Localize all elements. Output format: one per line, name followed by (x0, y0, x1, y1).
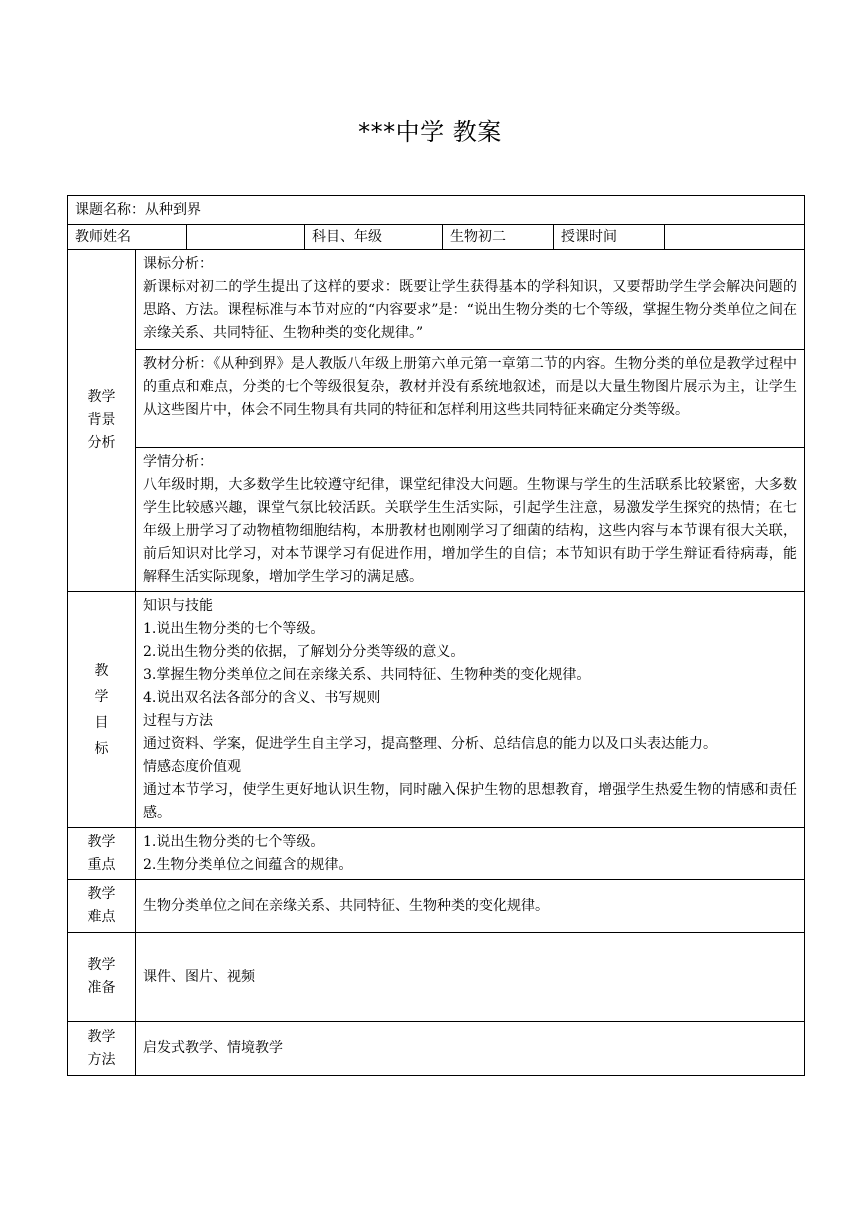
teacher-row (68, 225, 805, 250)
key-points-row (68, 828, 805, 880)
teacher-label: 教师姓名 (68, 225, 187, 250)
key-point-item: 2.生物分类单位之间蕴含的规律。 (143, 857, 353, 873)
difficulties-content: 生物分类单位之间在亲缘关系、共同特征、生物种类的变化规律。 (136, 880, 805, 933)
goals-heading-process: 过程与方法 (143, 713, 213, 729)
goal-item: 3.掌握生物分类单位之间在亲缘关系、共同特征、生物种类的变化规律。 (143, 667, 591, 683)
textbook-analysis (136, 350, 805, 448)
goal-item: 通过资料、学案，促进学生自主学习，提高整理、分析、总结信息的能力以及口头表达能力。 (143, 736, 717, 752)
background-row-students (68, 448, 805, 592)
goals-content (136, 592, 805, 828)
preparation-row (68, 933, 805, 1022)
page-title: ***中学 教案 (358, 118, 502, 146)
difficulties-row (68, 880, 805, 933)
time-label: 授课时间 (554, 225, 665, 250)
key-point-item: 1.说出生物分类的七个等级。 (143, 834, 325, 850)
background-label: 教学 背景 分析 (68, 250, 136, 592)
curriculum-text: 新课标对初二的学生提出了这样的要求：既要让学生获得基本的学科知识，又要帮助学生学会解决问题的思路、方法。课程标准与本节对应的“内容要求”是：“说出生物分类的七个等级，掌握生物分类单位之间在亲缘关系、共同特征、生物种类的变化规律。” (143, 279, 798, 341)
students-label: 学情分析： (143, 454, 213, 470)
methods-content: 启发式教学、情境教学 (136, 1022, 805, 1076)
goal-item: 1.说出生物分类的七个等级。 (143, 621, 325, 637)
curriculum-label: 课标分析： (143, 256, 213, 272)
key-points-content (136, 828, 805, 880)
background-row-curriculum (68, 250, 805, 350)
preparation-label: 教学 准备 (68, 933, 136, 1022)
goal-item: 2.说出生物分类的依据，了解划分分类等级的意义。 (143, 644, 465, 660)
goal-item: 4.说出双名法各部分的含义、书写规则 (143, 690, 381, 706)
methods-label: 教学 方法 (68, 1022, 136, 1076)
topic-row (68, 196, 805, 225)
goal-item: 通过本节学习，使学生更好地认识生物，同时融入保护生物的思想教育，增强学生热爱生物的情感和责任感。 (143, 782, 798, 821)
key-points-label: 教学 重点 (68, 828, 136, 880)
goals-row (68, 592, 805, 828)
difficulties-label: 教学 难点 (68, 880, 136, 933)
student-analysis (136, 448, 805, 592)
teacher-value[interactable] (187, 225, 305, 250)
lesson-plan-table (67, 195, 805, 1076)
textbook-text: 教材分析：《从种到界》是人教版八年级上册第六单元第一章第二节的内容。生物分类的单位是教学过程中的重点和难点，分类的七个等级很复杂，教材并没有系统地叙述，而是以大量生物图片展示为主，让学生从这些图片中，体会不同生物具有共同的特征和怎样利用这些共同特征来确定分类等级。 (143, 356, 798, 418)
preparation-content: 课件、图片、视频 (136, 933, 805, 1022)
methods-row (68, 1022, 805, 1076)
goals-heading-knowledge: 知识与技能 (143, 598, 213, 614)
goals-heading-emotion: 情感态度价值观 (143, 759, 241, 775)
topic-cell: 课题名称：从种到界 (68, 196, 805, 225)
subject-label: 科目、年级 (305, 225, 443, 250)
time-value[interactable] (665, 225, 805, 250)
goals-label: 教 学 目 标 (68, 592, 136, 828)
subject-value: 生物初二 (443, 225, 554, 250)
background-row-textbook (68, 350, 805, 448)
students-text: 八年级时期，大多数学生比较遵守纪律，课堂纪律没大问题。生物课与学生的生活联系比较紧密，大多数学生比较感兴趣，课堂气氛比较活跃。关联学生生活实际，引起学生注意，易激发学生探究的热情；在七年级上册学习了动物植物细胞结构，本册教材也刚刚学习了细菌的结构，这些内容与本节课有很大关联，前后知识对比学习，对本节课学习有促进作用，增加学生的自信；本节知识有助于学生辩证看待病毒，能解释生活实际现象，增加学生学习的满足感。 (143, 477, 798, 585)
curriculum-analysis (136, 250, 805, 350)
